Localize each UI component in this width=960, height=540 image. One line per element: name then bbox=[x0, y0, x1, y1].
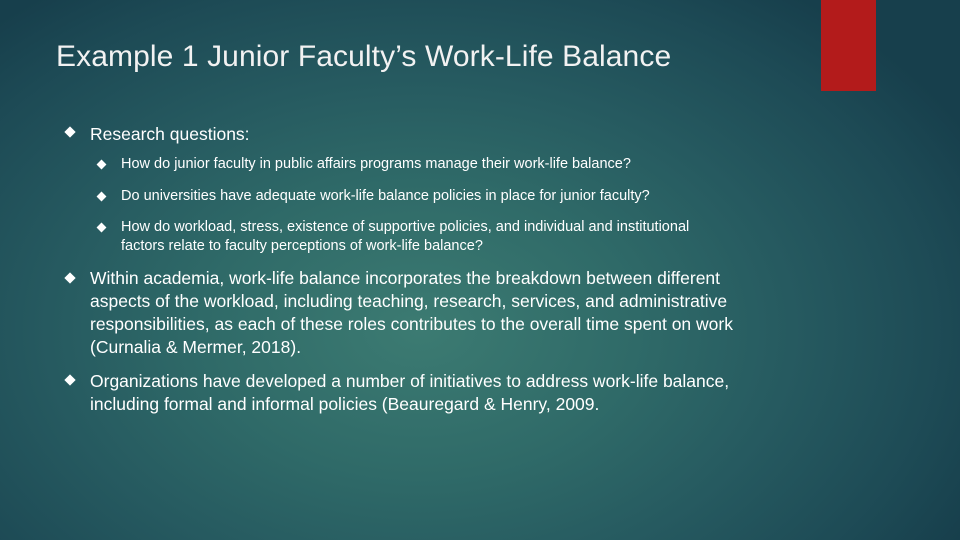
sub-bullet-question-2: Do universities have adequate work-life balance policies in place for junior faculty? bbox=[121, 188, 650, 204]
diamond-bullet-icon bbox=[64, 272, 75, 283]
bullet-initiatives: Organizations have developed a number of initiatives to address work-life balance, including formal and informal policies (Beauregard & Henry, 2009. bbox=[90, 371, 730, 414]
diamond-bullet-icon bbox=[64, 126, 75, 137]
diamond-bullet-icon bbox=[64, 374, 75, 385]
bullet-work-life-definition: Within academia, work-life balance incorporates the breakdown between different aspects of the workload, including teaching, research, services, and administrative responsibilities, as each of these roles contributes to the overall time spent on work (Curnalia & Mermer, 2018). bbox=[90, 268, 733, 357]
diamond-bullet-icon bbox=[97, 223, 107, 233]
bullet-research-questions: Research questions: bbox=[90, 124, 250, 144]
slide-title: Example 1 Junior Faculty’s Work-Life Balance bbox=[56, 40, 672, 73]
sub-bullet-question-1: How do junior faculty in public affairs programs manage their work-life balance? bbox=[121, 156, 631, 172]
sub-bullet-question-3: How do workload, stress, existence of supportive policies, and individual and institutional factors relate to faculty perceptions of work-life balance? bbox=[121, 219, 690, 254]
diamond-bullet-icon bbox=[97, 192, 107, 202]
red-accent-bar bbox=[821, 0, 876, 91]
diamond-bullet-icon bbox=[97, 160, 107, 170]
